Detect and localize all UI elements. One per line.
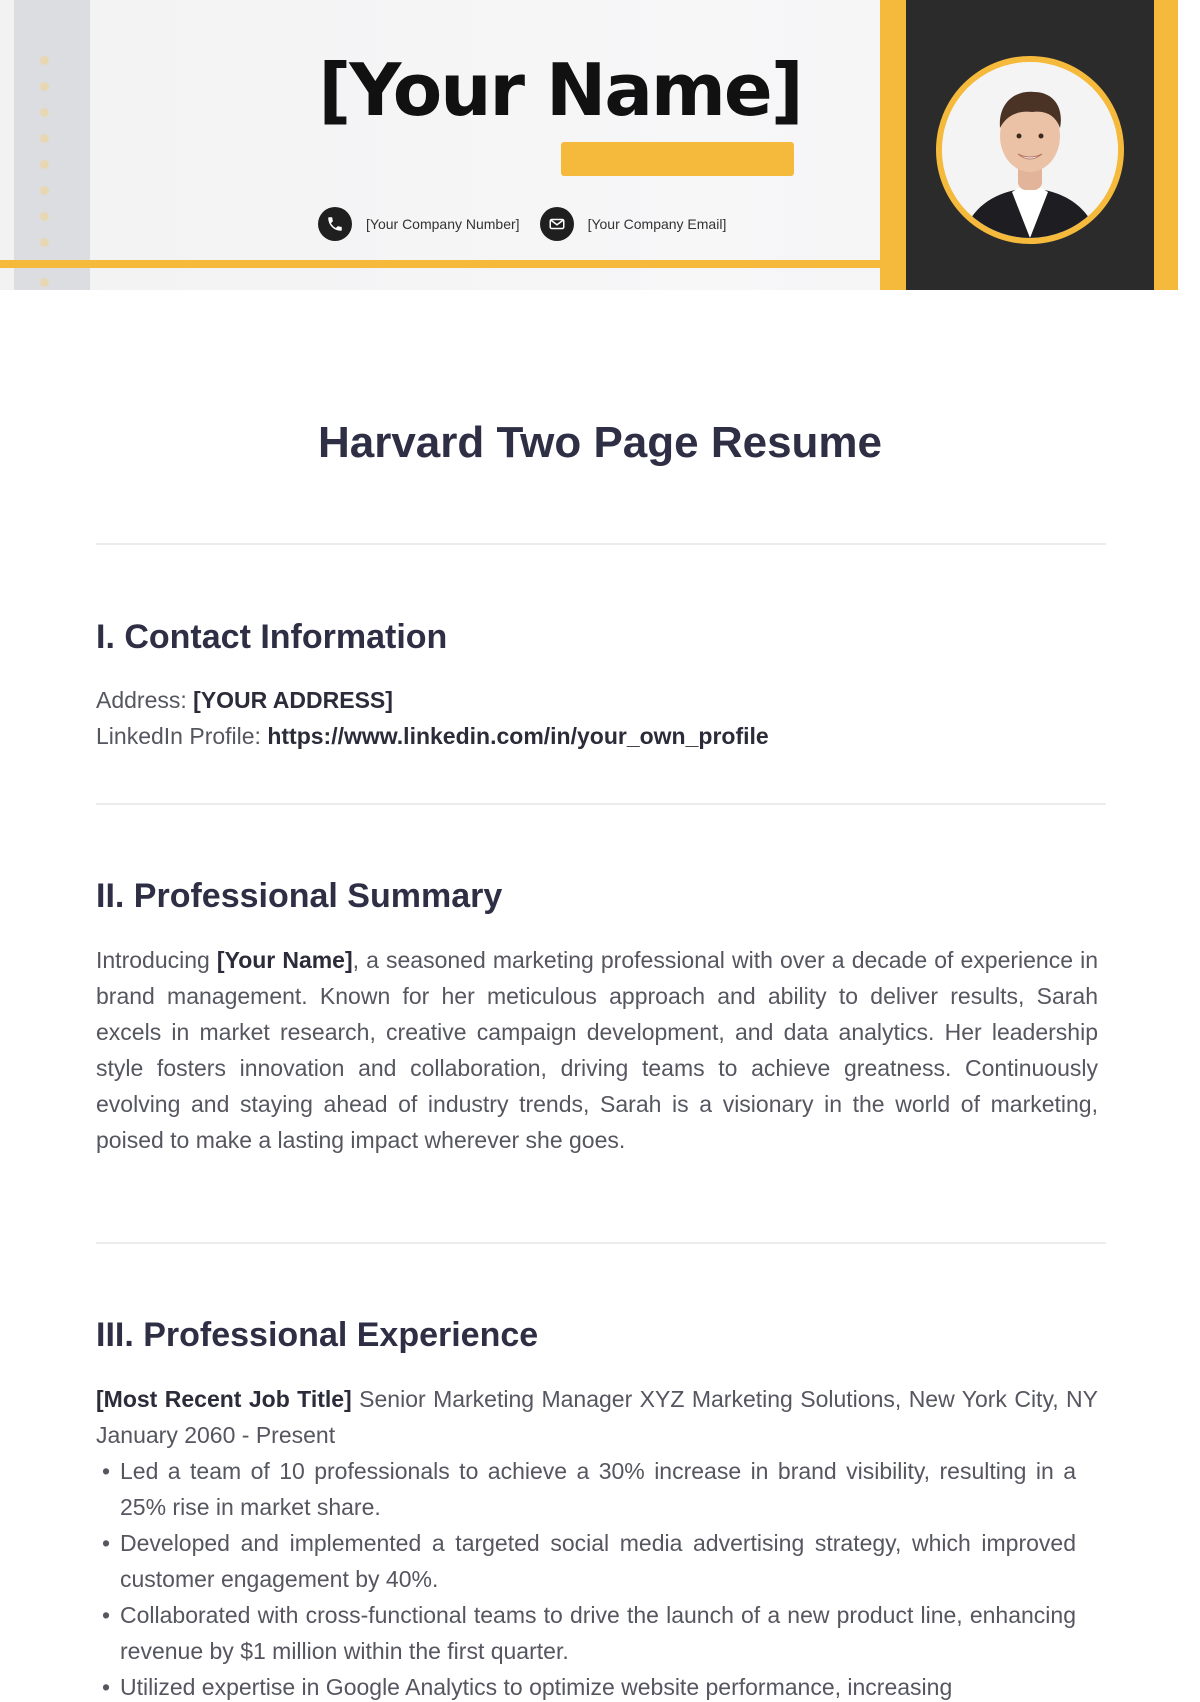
divider <box>96 1242 1106 1244</box>
list-item: • Developed and implemented a targeted social media advertising strategy, which improved customer engagement by 40%. <box>96 1525 1076 1597</box>
email-icon <box>540 207 574 241</box>
list-item: • Utilized expertise in Google Analytics to optimize website performance, increasing <box>96 1669 1076 1702</box>
job-bullets <box>96 1453 1076 1702</box>
contact-linkedin <box>96 718 1098 754</box>
profile-photo <box>942 62 1118 238</box>
summary-paragraph <box>96 942 1098 1158</box>
list-item: • Led a team of 10 professionals to achieve a 30% increase in brand visibility, resulting in a 25% rise in market share. <box>96 1453 1076 1525</box>
profile-photo-ring <box>936 56 1124 244</box>
contact-heading: I. Contact Information <box>96 618 448 656</box>
list-item: • Collaborated with cross-functional teams to drive the launch of a new product line, enhancing revenue by $1 million within the first quarter. <box>96 1597 1076 1669</box>
summary-text: , a seasoned marketing professional with over a decade of experience in brand management. Known for her meticulous approach and ability to deliver results, Sarah excels in market research, creative campaign development, and data analytics. Her leadership style fosters innovation and collaboration, driving teams to achieve greatness. Continuously evolving and staying ahead of industry trends, Sarah is a visionary in the world of marketing, poised to make a lasting impact wherever she goes. <box>96 947 1099 1153</box>
linkedin-link[interactable]: https://www.linkedin.com/in/your_own_profile <box>267 723 769 749</box>
summary-name: [Your Name] <box>216 947 353 973</box>
company-email: [Your Company Email] <box>587 216 727 232</box>
document-title: Harvard Two Page Resume <box>317 418 883 467</box>
divider <box>96 543 1106 545</box>
linkedin-label: LinkedIn Profile: <box>96 723 261 749</box>
header-contacts <box>318 206 732 242</box>
phone-icon <box>318 207 352 241</box>
address-label: Address: <box>96 687 187 713</box>
company-number: [Your Company Number] <box>366 216 520 232</box>
job-title-placeholder: [Most Recent Job Title] <box>96 1386 352 1412</box>
summary-heading: II. Professional Summary <box>96 877 503 915</box>
header-name: [Your Name] <box>318 48 802 132</box>
contact-address <box>96 682 1098 718</box>
photo-panel <box>880 0 1178 290</box>
header-underline <box>0 260 882 268</box>
divider <box>96 803 1106 805</box>
name-accent-bar <box>561 142 794 176</box>
summary-intro: Introducing <box>96 947 210 973</box>
job-entry <box>96 1381 1098 1453</box>
decorative-dots <box>34 50 74 290</box>
experience-heading: III. Professional Experience <box>96 1316 539 1354</box>
address-value: [YOUR ADDRESS] <box>193 687 393 713</box>
job-details: Senior Marketing Manager XYZ Marketing Solutions, New York City, NY January 2060 - Present <box>96 1386 1098 1448</box>
